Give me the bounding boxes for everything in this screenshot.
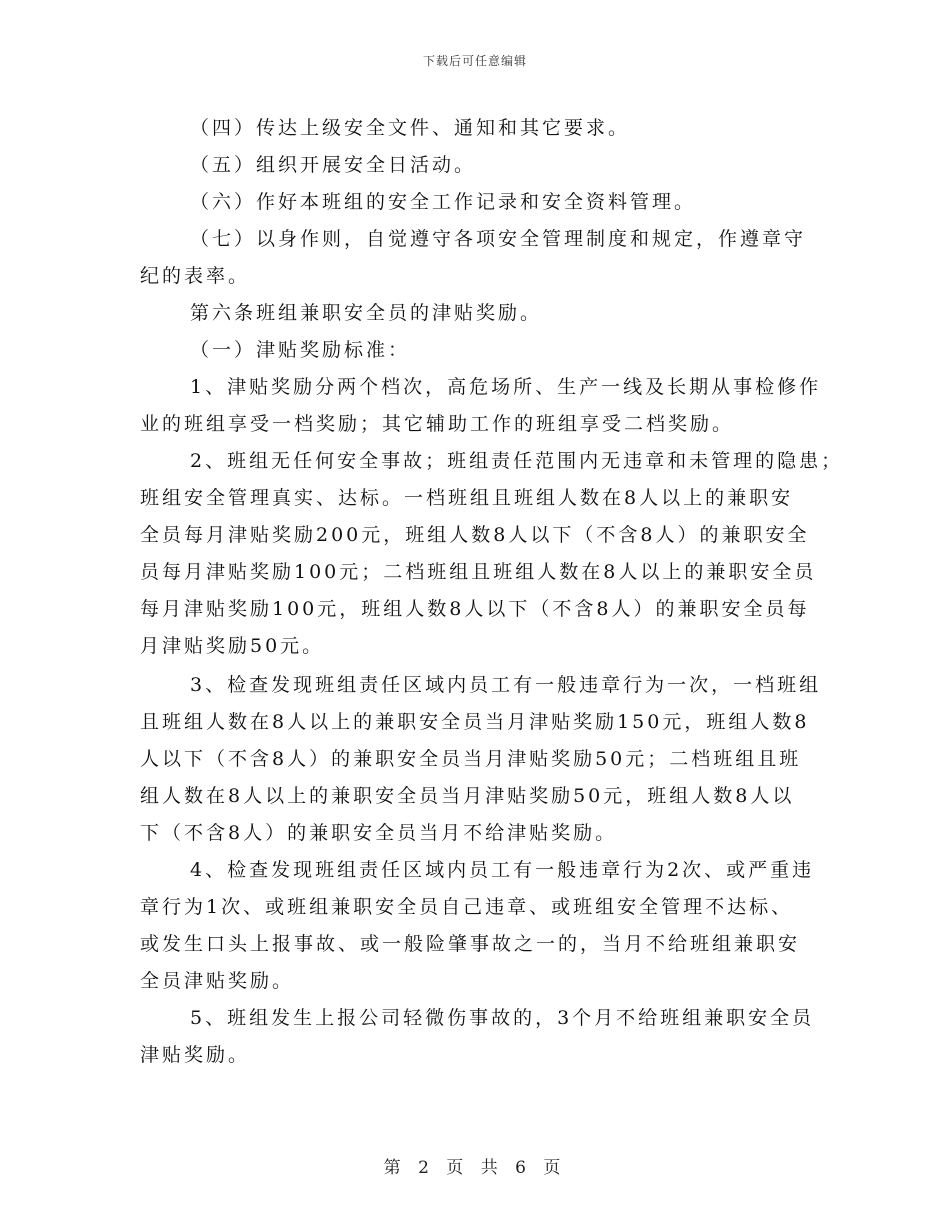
text-line: 人以下（不含8人）的兼职安全员当月津贴奖励50元；二档班组且班 xyxy=(140,748,802,770)
text-line: 班组安全管理真实、达标。一档班组且班组人数在8人以上的兼职安 xyxy=(140,487,794,509)
text-line: 3、检查发现班组责任区域内员工有一般违章行为一次，一档班组 xyxy=(190,674,822,696)
text-line: （六）作好本班组的安全工作记录和安全资料管理。 xyxy=(190,191,697,213)
text-line: 全员津贴奖励。 xyxy=(140,970,295,992)
text-line: 员每月津贴奖励100元；二档班组且班组人数在8人以上的兼职安全员 xyxy=(140,561,817,583)
page-header: 下载后可任意编辑 xyxy=(422,54,527,68)
text-line: 每月津贴奖励100元，班组人数8人以下（不含8人）的兼职安全员每 xyxy=(140,598,810,620)
text-line: 全员每月津贴奖励200元，班组人数8人以下（不含8人）的兼职安全 xyxy=(140,524,810,546)
text-line: 且班组人数在8人以上的兼职安全员当月津贴奖励150元，班组人数8 xyxy=(140,711,810,733)
text-line: 业的班组享受一档奖励；其它辅助工作的班组享受二档奖励。 xyxy=(140,413,735,435)
text-line: 月津贴奖励50元。 xyxy=(140,635,325,657)
text-line: （一）津贴奖励标准： xyxy=(190,339,411,361)
text-line: （五）组织开展安全日活动。 xyxy=(190,154,477,176)
text-line: 章行为1次、或班组兼职安全员自己违章、或班组安全管理不达标、 xyxy=(140,896,794,918)
text-line: （四）传达上级安全文件、通知和其它要求。 xyxy=(190,117,631,139)
text-line: 第六条班组兼职安全员的津贴奖励。 xyxy=(190,302,543,324)
text-line: 下（不含8人）的兼职安全员当月不给津贴奖励。 xyxy=(140,822,618,844)
text-line: 5、班组发生上报公司轻微伤事故的，3个月不给班组兼职安全员 xyxy=(190,1007,815,1029)
text-line: 4、检查发现班组责任区域内员工有一般违章行为2次、或严重违 xyxy=(190,859,815,881)
text-line: （七）以身作则，自觉遵守各项安全管理制度和规定，作遵章守 xyxy=(190,228,807,250)
text-line: 纪的表率。 xyxy=(140,265,251,287)
text-line: 津贴奖励。 xyxy=(140,1044,251,1066)
text-line: 或发生口头上报事故、或一般险肇事故之一的，当月不给班组兼职安 xyxy=(140,933,801,955)
text-line: 2、班组无任何安全事故；班组责任范围内无违章和未管理的隐患； xyxy=(190,450,844,472)
text-line: 1、津贴奖励分两个档次，高危场所、生产一线及长期从事检修作 xyxy=(190,376,822,398)
text-line: 组人数在8人以上的兼职安全员当月津贴奖励50元，班组人数8人以 xyxy=(140,785,795,807)
page-number: 第 2 页 共 6 页 xyxy=(383,1158,567,1178)
